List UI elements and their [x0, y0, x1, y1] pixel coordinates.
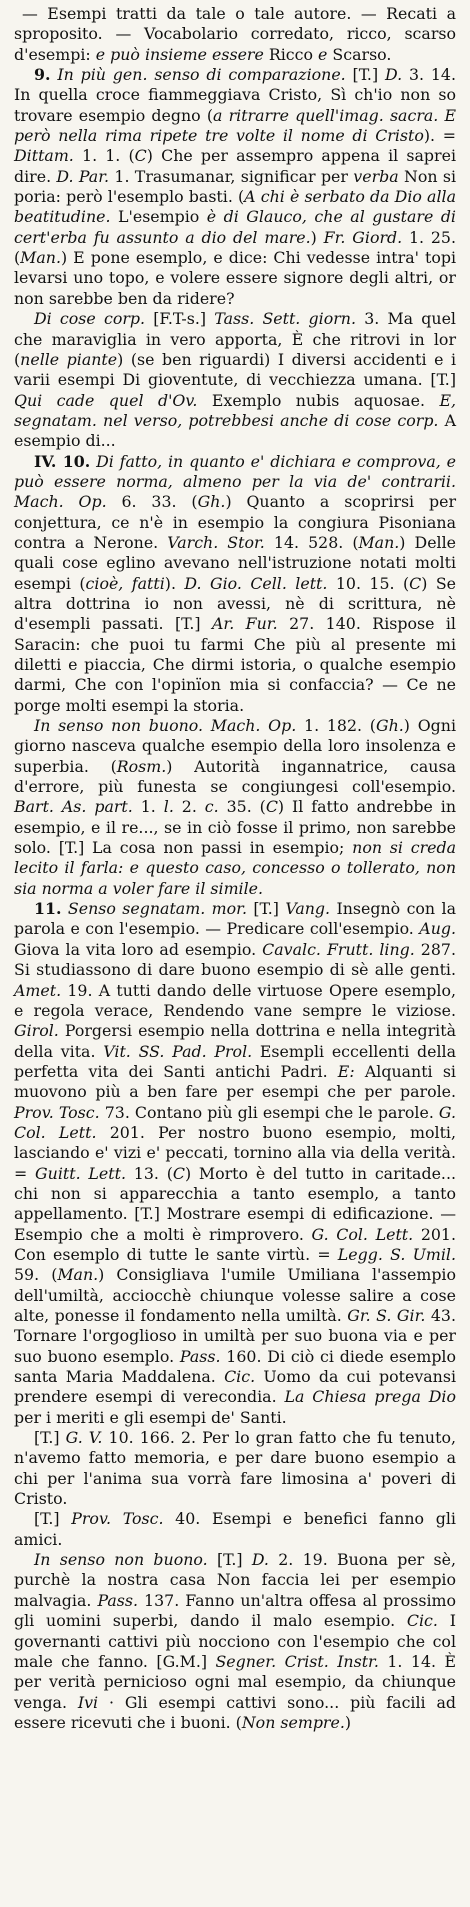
text-run: ) (se ben riguardi) I diversi accidenti e i varii esempi Di gioventute, di vecchiezza umana. [T.] — [14, 349, 456, 390]
text-run: ) Autorità ingannatrice, causa d'errore, più funesta se congiungesi coll'esempio. — [14, 756, 456, 797]
text-run: Non si poria: però l'esemplo basti. ( — [14, 166, 456, 207]
text-run: 2. 19. Buona per sè, purchè la nostra casa Non faccia lei per esempio malvagia. — [14, 1550, 456, 1610]
italic-run: Vang. — [285, 899, 331, 919]
text-run: 3. 14. In quella croce fiammeggiava Cristo, Sì ch'io non so trovare esempio degno ( — [14, 65, 456, 125]
text-run: 1. 14. È per verità pernicioso ogni mal esempio, da chiunque venga. — [14, 1651, 456, 1712]
italic-run: Bart. As. part. — [14, 797, 133, 817]
text-run: ) Se altra dottrina io non avessi, nè di scrittura, nè d'esempli passati. [T.] — [14, 573, 456, 634]
text-run: 73. Contano più gli esempi che le parole. — [99, 1102, 439, 1122]
italic-run: In senso non buono. Mach. Op. — [34, 716, 297, 736]
bold-run: IV. 10. — [34, 451, 91, 471]
italic-run: A chi è serbato da Dio alla beatitudine. — [14, 187, 456, 227]
text-run: 3. Ma quel che maraviglia in vero apporta, È che ritrovi in lor ( — [14, 309, 456, 369]
italic-run: Varch. Stor. — [167, 532, 265, 552]
entry-paragraph — [14, 899, 456, 1428]
text-run: Porgersi esempio nella dottrina e nella integrità della vita. — [14, 1021, 456, 1061]
text-run: 59. ( — [14, 1265, 58, 1285]
entry-paragraph — [14, 1509, 456, 1550]
italic-run: G. Col. Lett. — [14, 1102, 456, 1142]
text-run: 2. — [173, 797, 205, 817]
italic-run: non si creda lecito il farla: e questo caso, concesso o tollerato, non sia norma a voler fare il simile. — [14, 838, 457, 898]
italic-run: Qui cade quel d'Ov. — [14, 390, 198, 410]
text-run: per i meriti e gli esempi de' Santi. — [14, 1407, 287, 1427]
italic-run: Legg. S. Umil. — [337, 1244, 457, 1264]
italic-run: Gr. S. Gir. — [347, 1306, 426, 1325]
italic-run: Vit. SS. Pad. Prol. — [103, 1041, 253, 1061]
italic-run: Cavalc. Frutt. ling. — [262, 939, 415, 959]
text-run: Ricco — [263, 44, 319, 64]
bold-run: 11. — [34, 899, 62, 919]
italic-run: G. Col. Lett. — [311, 1224, 414, 1244]
text-run: 13. ( — [125, 1163, 173, 1183]
italic-run: Pass. — [179, 1346, 221, 1366]
italic-run: Fr. Giord. — [323, 227, 403, 247]
text-run: — Esempi tratti da tale o tale autore. — Recati a sproposito. — Vocabolario corredato, ricco, scarso d'esempi: — [14, 4, 456, 64]
italic-run: Tass. Sett. giorn. — [214, 309, 356, 329]
italic-run: Man. — [20, 248, 61, 268]
italic-run: a ritrarre quell'imag. sacra. E però nella rima ripete tre volte il nome di Cristo — [14, 105, 456, 146]
text-run: 201. Con esemplo di tutte le sante virtù. = — [14, 1224, 456, 1264]
italic-run: G. V. — [65, 1428, 103, 1448]
italic-run: cioè, fatti — [85, 573, 165, 593]
italic-run: Non sempre. — [241, 1712, 345, 1732]
italic-run: Rosm. — [116, 756, 167, 776]
text-run: ) Il fatto andrebbe in esempio, e il re..., se in ciò fosse il primo, non sarebbe solo. [T.] La cosa non passi in esempio; — [14, 797, 456, 858]
italic-run: Di cose corp. — [34, 309, 146, 329]
text-run: ) — [310, 227, 324, 247]
italic-run: Guitt. Lett. — [35, 1163, 126, 1183]
italic-run: E: — [337, 1061, 355, 1081]
text-run: 19. A tutti dando delle virtuose Opere esemplo, e regola verace, Rendendo vane sempre le viziose. — [14, 980, 456, 1020]
text-run: [T.] — [34, 1509, 72, 1529]
italic-run: l. — [163, 797, 174, 817]
italic-run: C — [409, 573, 422, 593]
entry-paragraph — [14, 452, 456, 716]
italic-run: La Chiesa prega Dio — [284, 1387, 456, 1407]
italic-run: D. — [384, 65, 403, 85]
text-run: I governanti cattivi più nocciono con l'esempio che col male che fanno. [G.M.] — [14, 1611, 456, 1671]
text-run: 1. — [132, 797, 164, 817]
italic-run: verba — [353, 166, 399, 186]
text-run: [T.] — [207, 1550, 252, 1570]
italic-run: Cic. — [406, 1611, 438, 1631]
entry-paragraph — [14, 1428, 456, 1509]
text-run: 1. Trasumanar, significar per — [109, 166, 354, 186]
text-run: [T.] — [345, 65, 385, 85]
italic-run: In senso non buono. — [34, 1550, 208, 1570]
text-run: 287. Si studiassono di dare buono esempio di sè alle genti. — [14, 939, 456, 980]
entry-paragraph — [14, 65, 456, 309]
italic-run: D. Par. — [56, 166, 110, 186]
text-run: 43. Tornare l'orgoglioso in umiltà per suo buona via e per suo buono esemplo. — [14, 1306, 456, 1366]
text-run: ). = — [423, 126, 456, 146]
italic-run: Aug. — [419, 919, 456, 939]
text-run: 10. 166. 2. Per lo gran fatto che fu tenuto, n'avemo fatto memoria, e per dare buono esempio a chi per l'anima sua vorrà fare limosina a' poveri di Cristo. — [14, 1428, 456, 1509]
italic-run: Girol. — [14, 1021, 59, 1041]
italic-run: Amet. — [14, 980, 62, 1000]
italic-run: Gh. — [375, 716, 404, 736]
text-run: A esempio di... — [14, 410, 456, 451]
text-run: 160. Di ciò ci diede esemplo santa Maria Maddalena. — [14, 1346, 456, 1387]
text-run: 1. 182. ( — [296, 716, 376, 736]
italic-run: Cic. — [224, 1367, 256, 1387]
italic-run: e può insieme essere — [95, 44, 264, 64]
entry-paragraph — [14, 1550, 456, 1733]
text-run: 1. 1. ( — [73, 146, 135, 166]
italic-run: nelle piante — [20, 349, 118, 369]
italic-run: D. — [251, 1550, 269, 1570]
italic-run: e — [318, 44, 328, 64]
italic-run: C — [172, 1163, 185, 1183]
text-run: Esempli eccellenti della perfetta vita dei Santi antichi Padri. — [14, 1041, 456, 1081]
text-run: 10. 15. ( — [327, 573, 410, 593]
italic-run: Gh. — [197, 492, 226, 512]
text-run: ) Morto è del tutto in caritade... chi non si apparecchia a tanto esemplo, a tanto appellamento. [T.] Mostrare esempi di edificazione. — Esempio che a molti è rimprovero. — [14, 1163, 456, 1244]
text-run: 27. 140. Rispose il Saracin: che puoi tu farmi Che più al presente mi diletti e piaccia, Che dirmi istoria, o qualche esempio darmi, Che con l'opinïon mia si confaccia? — Ce ne porge molti esempi la storia. — [14, 614, 456, 715]
entry-paragraph — [14, 4, 456, 65]
entry-paragraph — [14, 309, 456, 451]
text-run: 137. Fanno un'altra offesa al prossimo gli uomini superbi, dando il malo esempio. — [14, 1590, 457, 1631]
italic-run: Prov. Tosc. — [14, 1102, 100, 1122]
text-run: 1. 25. ( — [14, 227, 456, 268]
italic-run: C — [134, 146, 147, 166]
text-run: Alquanti si muovono più a ben fare per esempi che per parole. — [14, 1061, 456, 1102]
text-run: ) Consigliava l'umile Umiliana l'assempio dell'umiltà, acciocchè chiunque volesse salire a cose alte, ponesse il fondamento nella umiltà. — [14, 1265, 456, 1325]
text-run: Scarso. — [327, 44, 392, 64]
italic-run: In più gen. senso di comparazione. — [57, 65, 346, 85]
text-run: ) Delle quali cose eglino avevano nell'istruzione notati molti esempi ( — [14, 532, 456, 593]
italic-run: E, segnatam. nel verso, potrebbesi anche di cose corp. — [14, 390, 456, 430]
italic-run: Man. — [57, 1265, 99, 1285]
text-run: L'esempio — [110, 207, 207, 227]
italic-run: è di Glauco, che al gustare di cert'erba fu assunto a dio del mare. — [14, 207, 456, 247]
text-run: ). — [164, 573, 185, 593]
text-run: Uomo da cui potevansi prendere esempi di verecondia. — [14, 1367, 456, 1407]
italic-run: C — [265, 797, 278, 817]
italic-run: c. — [204, 797, 219, 817]
italic-run: Segner. Crist. Instr. — [215, 1651, 379, 1671]
italic-run: Dittam. — [14, 146, 74, 166]
text-run: 40. Esempi e benefici fanno gli amici. — [14, 1509, 456, 1549]
text-run: 201. Per nostro buono esempio, molti, lasciando e' vizi e' peccati, tornino alla via della verità. = — [14, 1122, 456, 1183]
text-run: Giova la vita loro ad esempio. — [14, 939, 263, 959]
italic-run: Pass. — [97, 1590, 139, 1610]
text-run: ) E pone esemplo, e dice: Chi vedesse intra' topi levarsi uno topo, e volere essere signore degli altri, or non sarebbe ben da ridere? — [14, 248, 456, 308]
text-run: ) — [344, 1712, 352, 1732]
italic-run: Ivi — [77, 1692, 99, 1712]
text-run: ) Ogni giorno nasceva qualche esempio della loro insolenza e superbia. ( — [14, 716, 456, 776]
text-run: 14. 528. ( — [264, 532, 359, 552]
italic-run: Ar. Fur. — [211, 614, 278, 634]
italic-run: Senso segnatam. mor. — [67, 899, 247, 919]
text-run: [T.] — [34, 1428, 66, 1448]
italic-run: Man. — [358, 532, 400, 552]
text-run: ) Quanto a scoprirsi per conjettura, ce n'è in esempio la congiura Pisoniana contra a Nerone. — [14, 492, 457, 552]
text-run: Exemplo nubis aquosae. — [197, 390, 440, 410]
text-run: [T.] — [246, 899, 286, 919]
bold-run: 9. — [34, 65, 51, 85]
italic-run: D. Gio. Cell. lett. — [184, 573, 328, 593]
text-run: · Gli esempi cattivi sono... più facili ad essere ricevuti che i buoni. ( — [14, 1692, 456, 1732]
italic-run: Di fatto, in quanto e' dichiara e comprova, e può essere norma, almeno per la via de' contrarii. Mach. Op. — [14, 451, 456, 512]
text-run: 35. ( — [218, 797, 266, 817]
text-run: ) Che per assempro appena il saprei dire. — [14, 146, 456, 186]
entry-paragraph — [14, 716, 456, 899]
text-run: [F.T-s.] — [145, 309, 215, 329]
text-run: 6. 33. ( — [106, 492, 198, 512]
text-run: Insegnò con la parola e con l'esempio. — Predicare coll'esempio. — [14, 899, 456, 939]
italic-run: Prov. Tosc. — [71, 1509, 164, 1529]
